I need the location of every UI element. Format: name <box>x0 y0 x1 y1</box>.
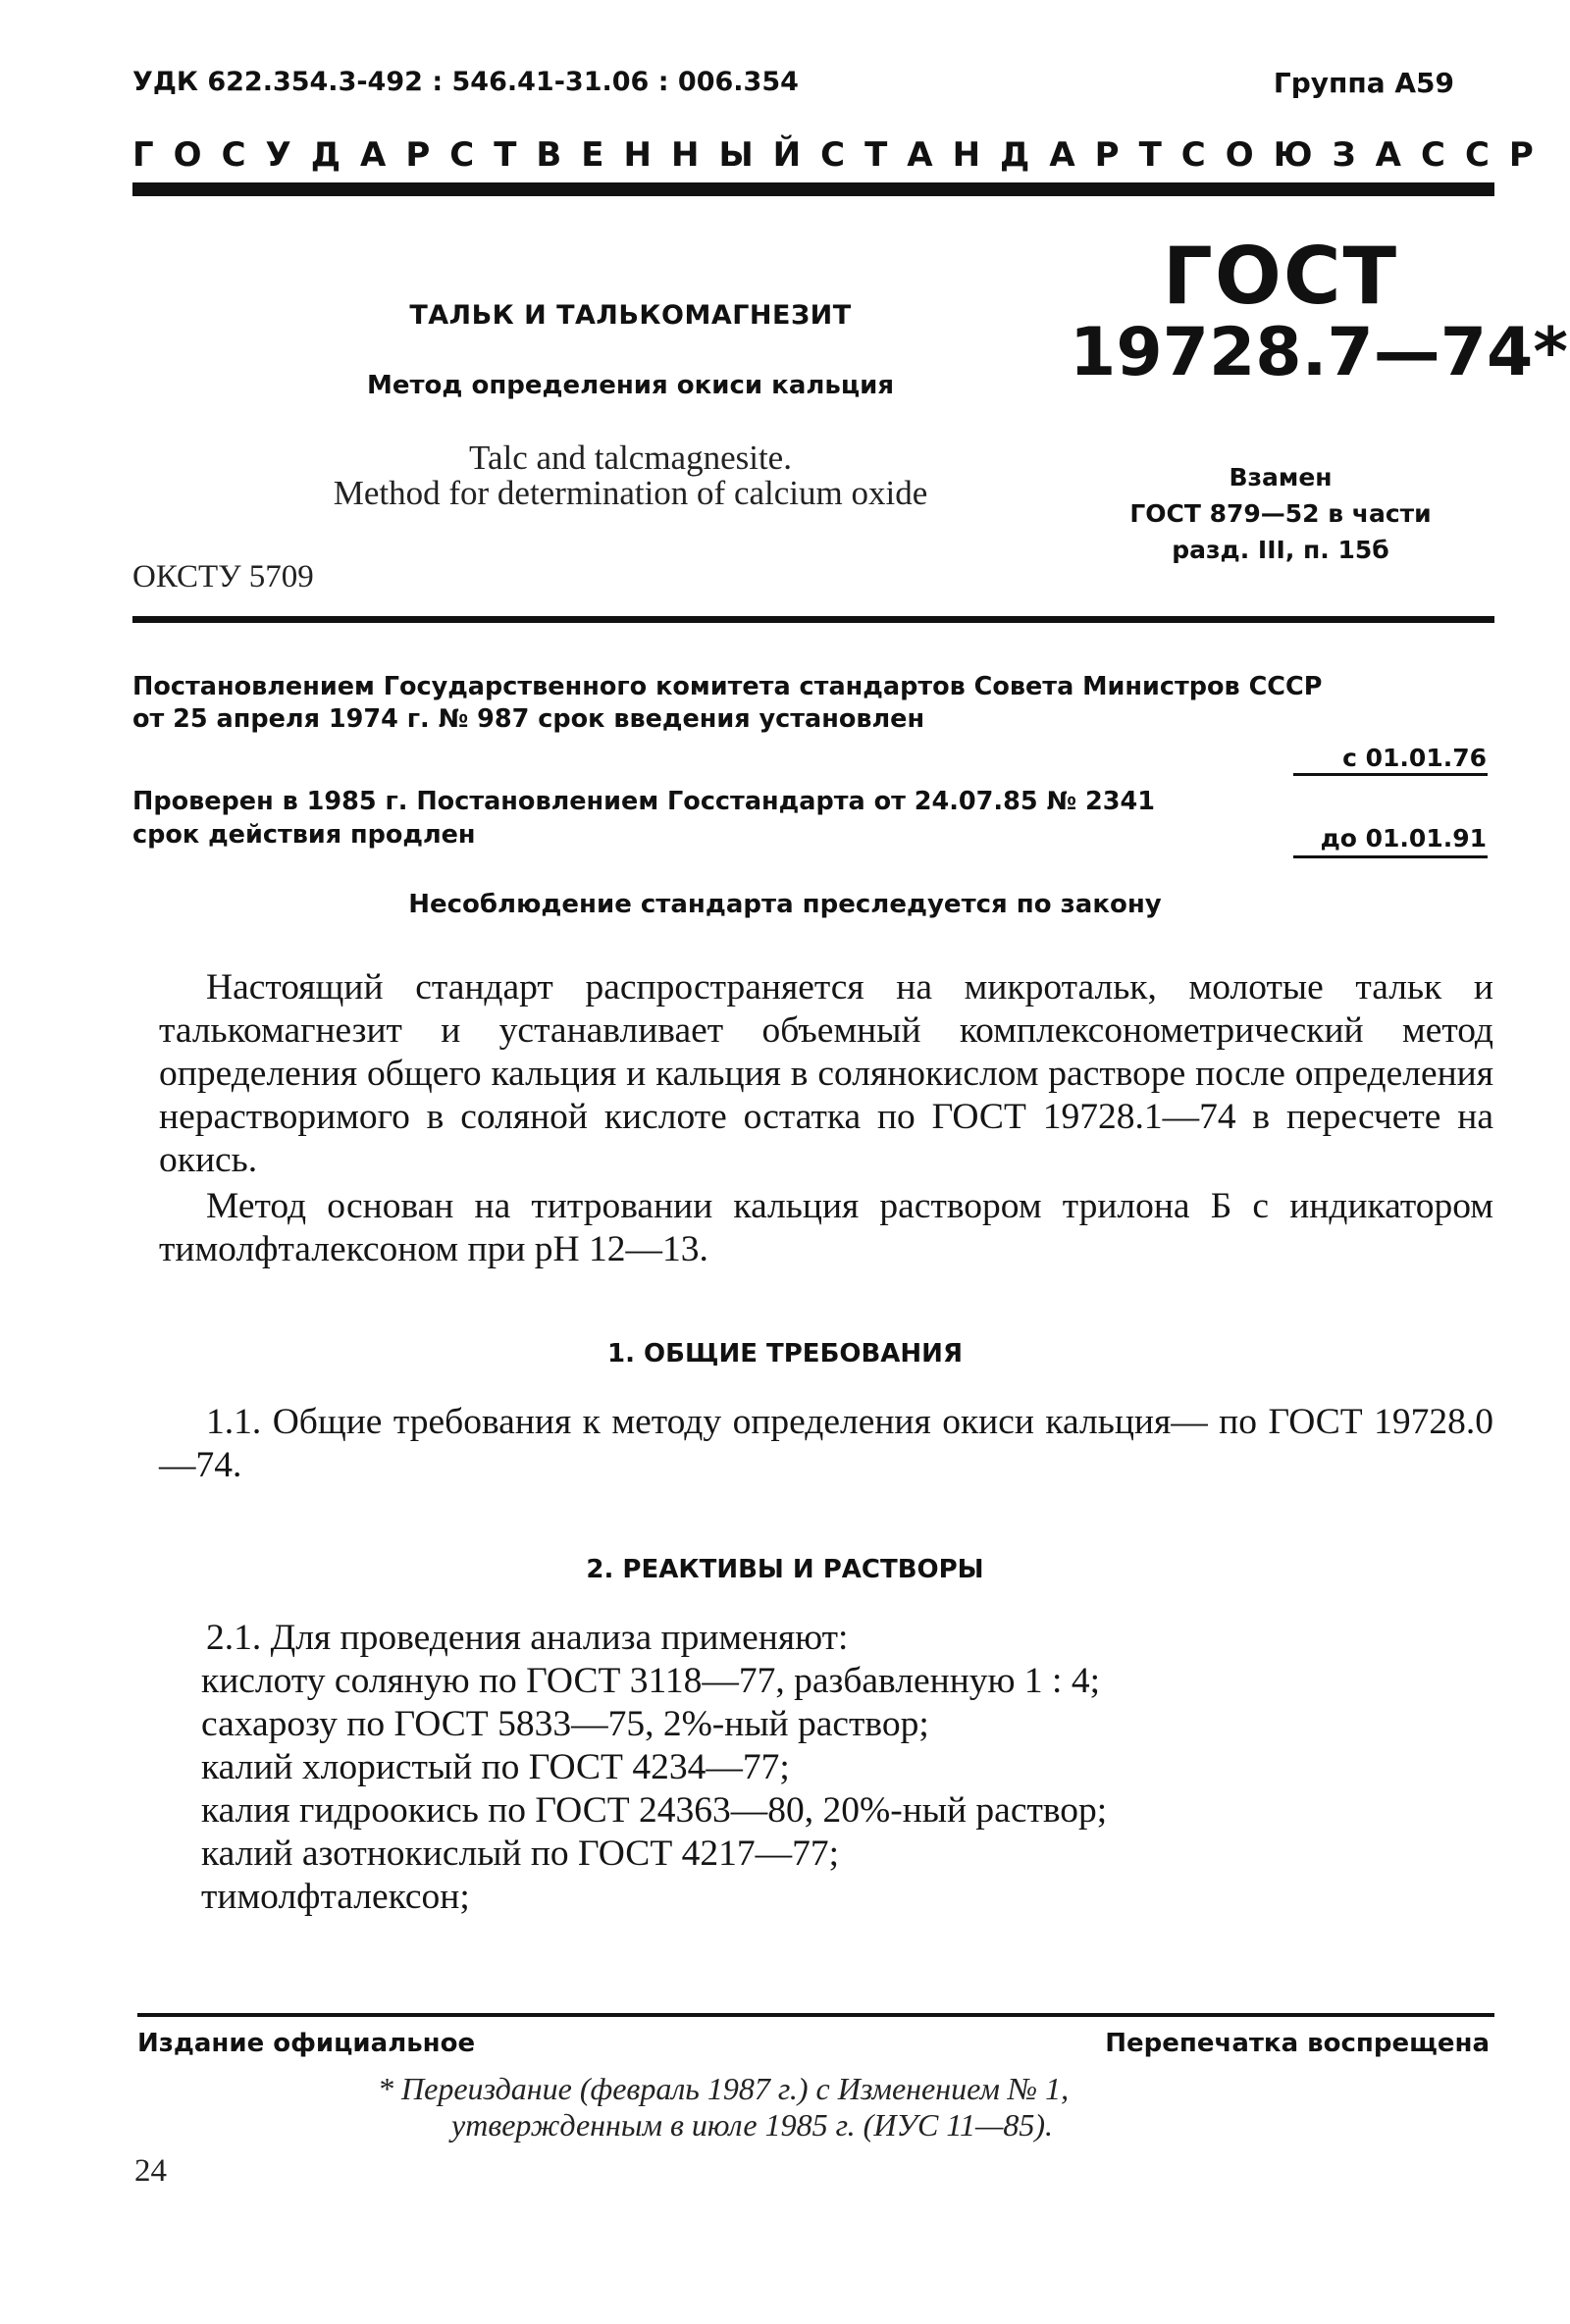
decree-line: Постановлением Государственного комитета стандартов Совета Министров СССР <box>132 672 1323 701</box>
page-number: 24 <box>134 2153 167 2189</box>
reagent-item: тимолфталексон; <box>201 1877 470 1917</box>
replaced-standard: ГОСТ 879—52 в части <box>1129 499 1432 528</box>
org-word: ГОСУДАРСТВЕННЫЙ <box>132 135 821 175</box>
reprint-notice: Перепечатка воспрещена <box>1105 2029 1490 2058</box>
footnote: утвержденным в июле 1985 г. (ИУС 11—85). <box>451 2107 1054 2143</box>
org-word: СОЮЗА <box>1180 135 1421 175</box>
footnote: * Переиздание (февраль 1987 г.) с Изменением № 1, <box>378 2071 1070 2106</box>
org-word: СТАНДАРТ <box>820 135 1181 175</box>
checked-line: срок действия продлен <box>132 820 476 850</box>
reagent-item: кислоту соляную по ГОСТ 3118—77, разбавленную 1 : 4; <box>201 1661 1100 1701</box>
official-edition: Издание официальное <box>137 2029 476 2058</box>
section-heading: 1. ОБЩИЕ ТРЕБОВАНИЯ <box>607 1339 963 1369</box>
method-ru: Метод определения окиси кальция <box>366 371 895 400</box>
date-from-rule <box>1293 773 1488 776</box>
group-code: Группа А59 <box>1273 67 1454 99</box>
effective-date: с 01.01.76 <box>1342 744 1487 772</box>
udk-code: УДК 622.354.3-492 : 546.41-31.06 : 006.354 <box>132 67 799 97</box>
footer-rule <box>137 2013 1494 2017</box>
reagent-item: калия гидроокись по ГОСТ 24363—80, 20%-ный раствор; <box>201 1790 1108 1831</box>
method-paragraph: Метод основан на титровании кальция раствором трилона Б с индикатором тимолфталексоном при pH 12—13. <box>159 1186 1493 1269</box>
replaced-section: разд. III, п. 15б <box>1172 536 1389 564</box>
header-rule <box>132 182 1494 196</box>
title-en: Talc and talcmagnesite. <box>469 439 792 477</box>
requirements-paragraph: 1.1. Общие требования к методу определения окиси кальция— по ГОСТ 19728.0—74. <box>159 1402 1493 1485</box>
date-to-rule <box>1293 855 1488 858</box>
reagent-item: калий хлористый по ГОСТ 4234—77; <box>201 1747 790 1787</box>
org-word: ССР <box>1421 135 1553 175</box>
reagents-intro: 2.1. Для проведения анализа применяют: <box>206 1618 849 1658</box>
checked-line: Проверен в 1985 г. Постановлением Госстандарта от 24.07.85 № 2341 <box>132 787 1155 816</box>
title-rule <box>132 616 1494 623</box>
okstu-code: ОКСТУ 5709 <box>132 559 314 594</box>
intro-paragraph: Настоящий стандарт распространяется на микротальк, молотые тальк и талькомагнезит и устанавливает объемный комплексонометрический метод определения общего кальция и кальция в солянокислом растворе после определения нерастворимого в соляной кислоте остатка по ГОСТ 19728.1—74 в пересчете на окись. <box>159 967 1493 1180</box>
law-notice: Несоблюдение стандарта преследуется по закону <box>408 890 1162 919</box>
method-en: Method for determination of calcium oxide <box>333 474 928 512</box>
extended-date: до 01.01.91 <box>1320 824 1487 852</box>
replaced-label: Взамен <box>1229 463 1333 491</box>
decree-line: от 25 апреля 1974 г. № 987 срок введения установлен <box>132 704 925 734</box>
gost-number: 19728.7—74* <box>1070 314 1568 391</box>
gost-label: ГОСТ <box>1162 231 1399 322</box>
reagent-item: калий азотнокислый по ГОСТ 4217—77; <box>201 1833 840 1874</box>
section-heading: 2. РЕАКТИВЫ И РАСТВОРЫ <box>586 1555 984 1584</box>
title-ru: ТАЛЬК И ТАЛЬКОМАГНЕЗИТ <box>409 300 852 331</box>
org-heading <box>132 135 1553 175</box>
reagent-item: сахарозу по ГОСТ 5833—75, 2%-ный раствор; <box>201 1704 929 1744</box>
